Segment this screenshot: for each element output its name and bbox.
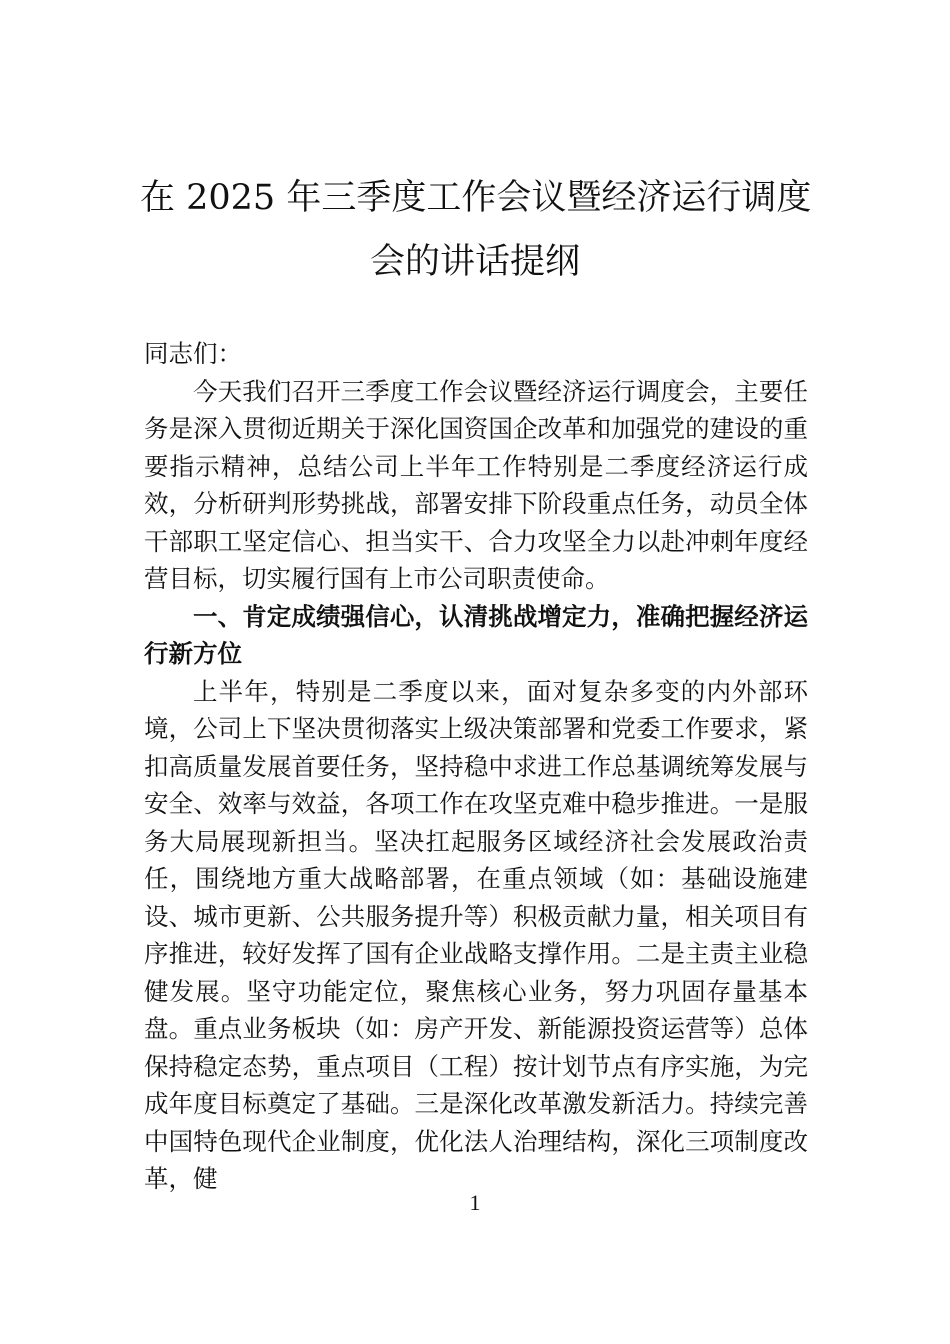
document-title-line-1: 在 2025 年三季度工作会议暨经济运行调度 bbox=[140, 178, 812, 218]
salutation: 同志们： bbox=[144, 339, 242, 368]
section-heading-1: 一、肯定成绩强信心，认清挑战增定力，准确把握经济运行新方位 bbox=[144, 601, 808, 668]
document-title-line-2: 会的讲话提纲 bbox=[369, 242, 580, 282]
document-title bbox=[140, 166, 810, 294]
intro-paragraph: 今天我们召开三季度工作会议暨经济运行调度会，主要任务是深入贯彻近期关于深化国资国企改革和加强党的建设的重要指示精神，总结公司上半年工作特别是二季度经济运行成效，分析研判形势挑战，部署安排下阶段重点任务，动员全体干部职工坚定信心、担当实干、合力攻坚全力以赴冲刺年度经营目标，切实履行国有上市公司职责使命。 bbox=[144, 376, 808, 593]
document-body bbox=[144, 335, 808, 1198]
page-number: 1 bbox=[469, 1190, 481, 1215]
section-1-paragraph: 上半年，特别是二季度以来，面对复杂多变的内外部环境，公司上下坚决贯彻落实上级决策部署和党委工作要求，紧扣高质量发展首要任务，坚持稳中求进工作总基调统筹发展与安全、效率与效益，各项工作在攻坚克难中稳步推进。一是服务大局展现新担当。坚决扛起服务区域经济社会发展政治责任，围绕地方重大战略部署，在重点领域（如：基础设施建设、城市更新、公共服务提升等）积极贡献力量，相关项目有序推进，较好发挥了国有企业战略支撑作用。二是主责主业稳健发展。坚守功能定位，聚焦核心业务，努力巩固存量基本盘。重点业务板块（如：房产开发、新能源投资运营等）总体保持稳定态势，重点项目（工程）按计划节点有序实施，为完成年度目标奠定了基础。三是深化改革激发新活力。持续完善中国特色现代企业制度，优化法人治理结构，深化三项制度改革，健 bbox=[144, 676, 808, 1193]
